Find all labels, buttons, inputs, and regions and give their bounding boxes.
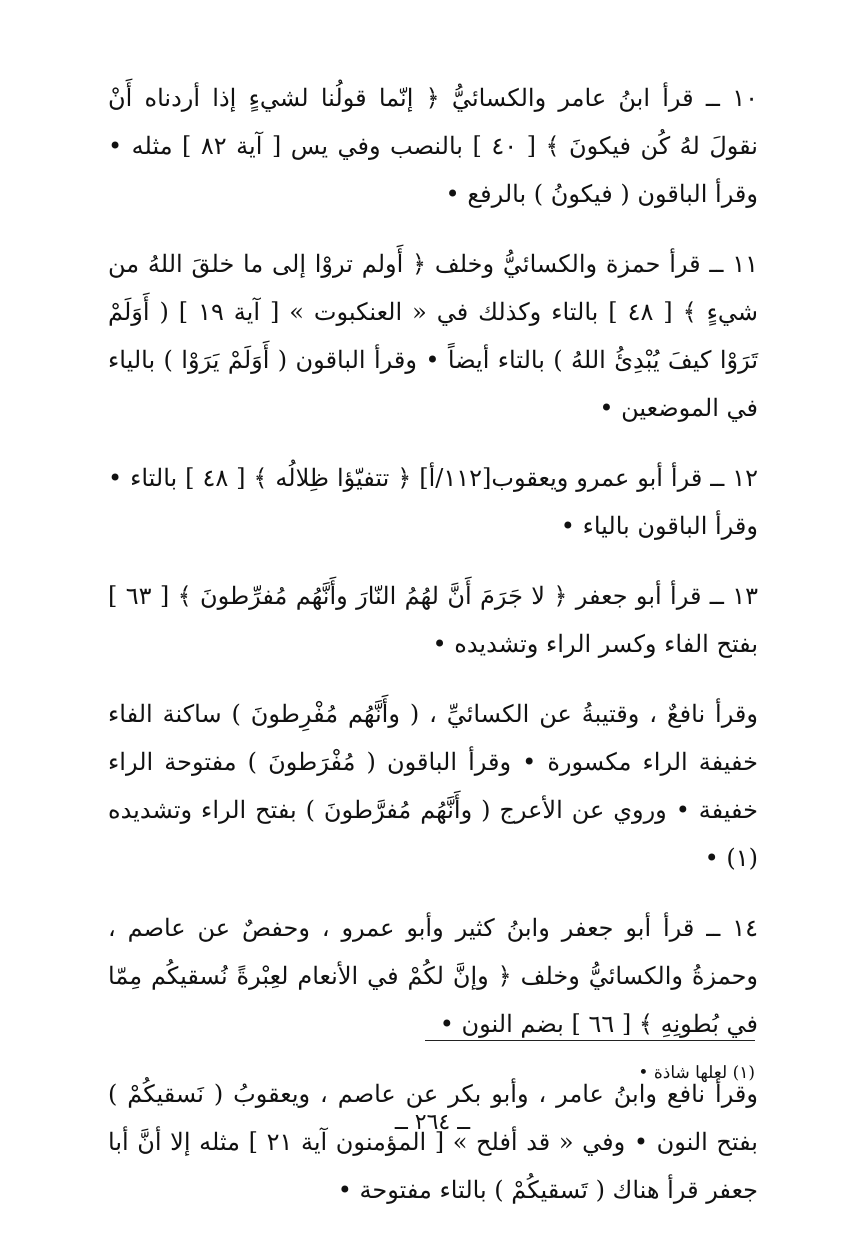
paragraph-14: ١٤ ــ قرأ أبو جعفر وابنُ كثير وأبو عمرو ، وحفصٌ عن عاصم ، وحمزةُ والكسائيُّ وخلف ﴿ وإنَّ لكُمْ في الأنعام لعِبْرةً نُسقيكُم مِمّا في بُطونِهِ ﴾ [ ٦٦ ] بضم النون •	[108, 914, 758, 1038]
footnote-divider	[425, 1040, 755, 1041]
paragraph-11: ١١ ــ قرأ حمزة والكسائيُّ وخلف ﴿ أَولم تروْا إلى ما خلقَ اللهُ من شيءٍ ﴾ [ ٤٨ ] بالتاء وكذلك في « العنكبوت » [ آية ١٩ ] ( أَوَلَمْ تَرَوْا كيفَ يُبْدِئُ اللهُ ) بالتاء أيضاً • وقرأ الباقون ( أَوَلَمْ يَرَوْا ) بالياء في الموضعين •	[108, 250, 758, 422]
paragraph-14-continued: وقرأ نافع وابنُ عامر ، وأبو بكر عن عاصم ، ويعقوبُ ( نَسقيكُمْ ) بفتح النون • وفي « قد أفلح » [ المؤمنون آية ٢١ ] مثله إلا أنَّ أبا جعفر قرأ هناك ( تَسقيكُمْ ) بالتاء مفتوحة •	[108, 1080, 758, 1204]
footnote: (١) لعلها شاذة •	[638, 1063, 755, 1083]
paragraph-10: ١٠ ــ قرأ ابنُ عامر والكسائيُّ ﴿ إنّما قولُنا لشيءٍ إذا أردناه أَنْ نقولَ لهُ كُن فيكونَ ﴾ [ ٤٠ ] بالنصب وفي يس [ آية ٨٢ ] مثله • وقرأ الباقون ( فيكونُ ) بالرفع •	[108, 84, 758, 208]
paragraph-13-continued: وقرأ نافعٌ ، وقتيبةُ عن الكسائيِّ ، ( وأَنَّهُم مُفْرِطونَ ) ساكنة الفاء خفيفة الراء مكسورة • وقرأ الباقون ( مُفْرَطونَ ) مفتوحة الراء خفيفة • وروي عن الأعرج ( وأَنَّهُم مُفرَّطونَ ) بفتح الراء وتشديده (١) •	[108, 700, 758, 872]
paragraph-12: ١٢ ــ قرأ أبو عمرو ويعقوب[١١٢/أ] ﴿ تتفيّؤا ظِلالُه ﴾ [ ٤٨ ] بالتاء • وقرأ الباقون بالياء •	[108, 464, 758, 540]
page-number: ــ ٢٦٤ ــ	[394, 1110, 471, 1135]
paragraph-13: ١٣ ــ قرأ أبو جعفر ﴿ لا جَرَمَ أَنَّ لهُمُ النّارَ وأَنَّهُم مُفرِّطونَ ﴾ [ ٦٣ ] بفتح الفاء وكسر الراء وتشديده •	[108, 582, 758, 658]
